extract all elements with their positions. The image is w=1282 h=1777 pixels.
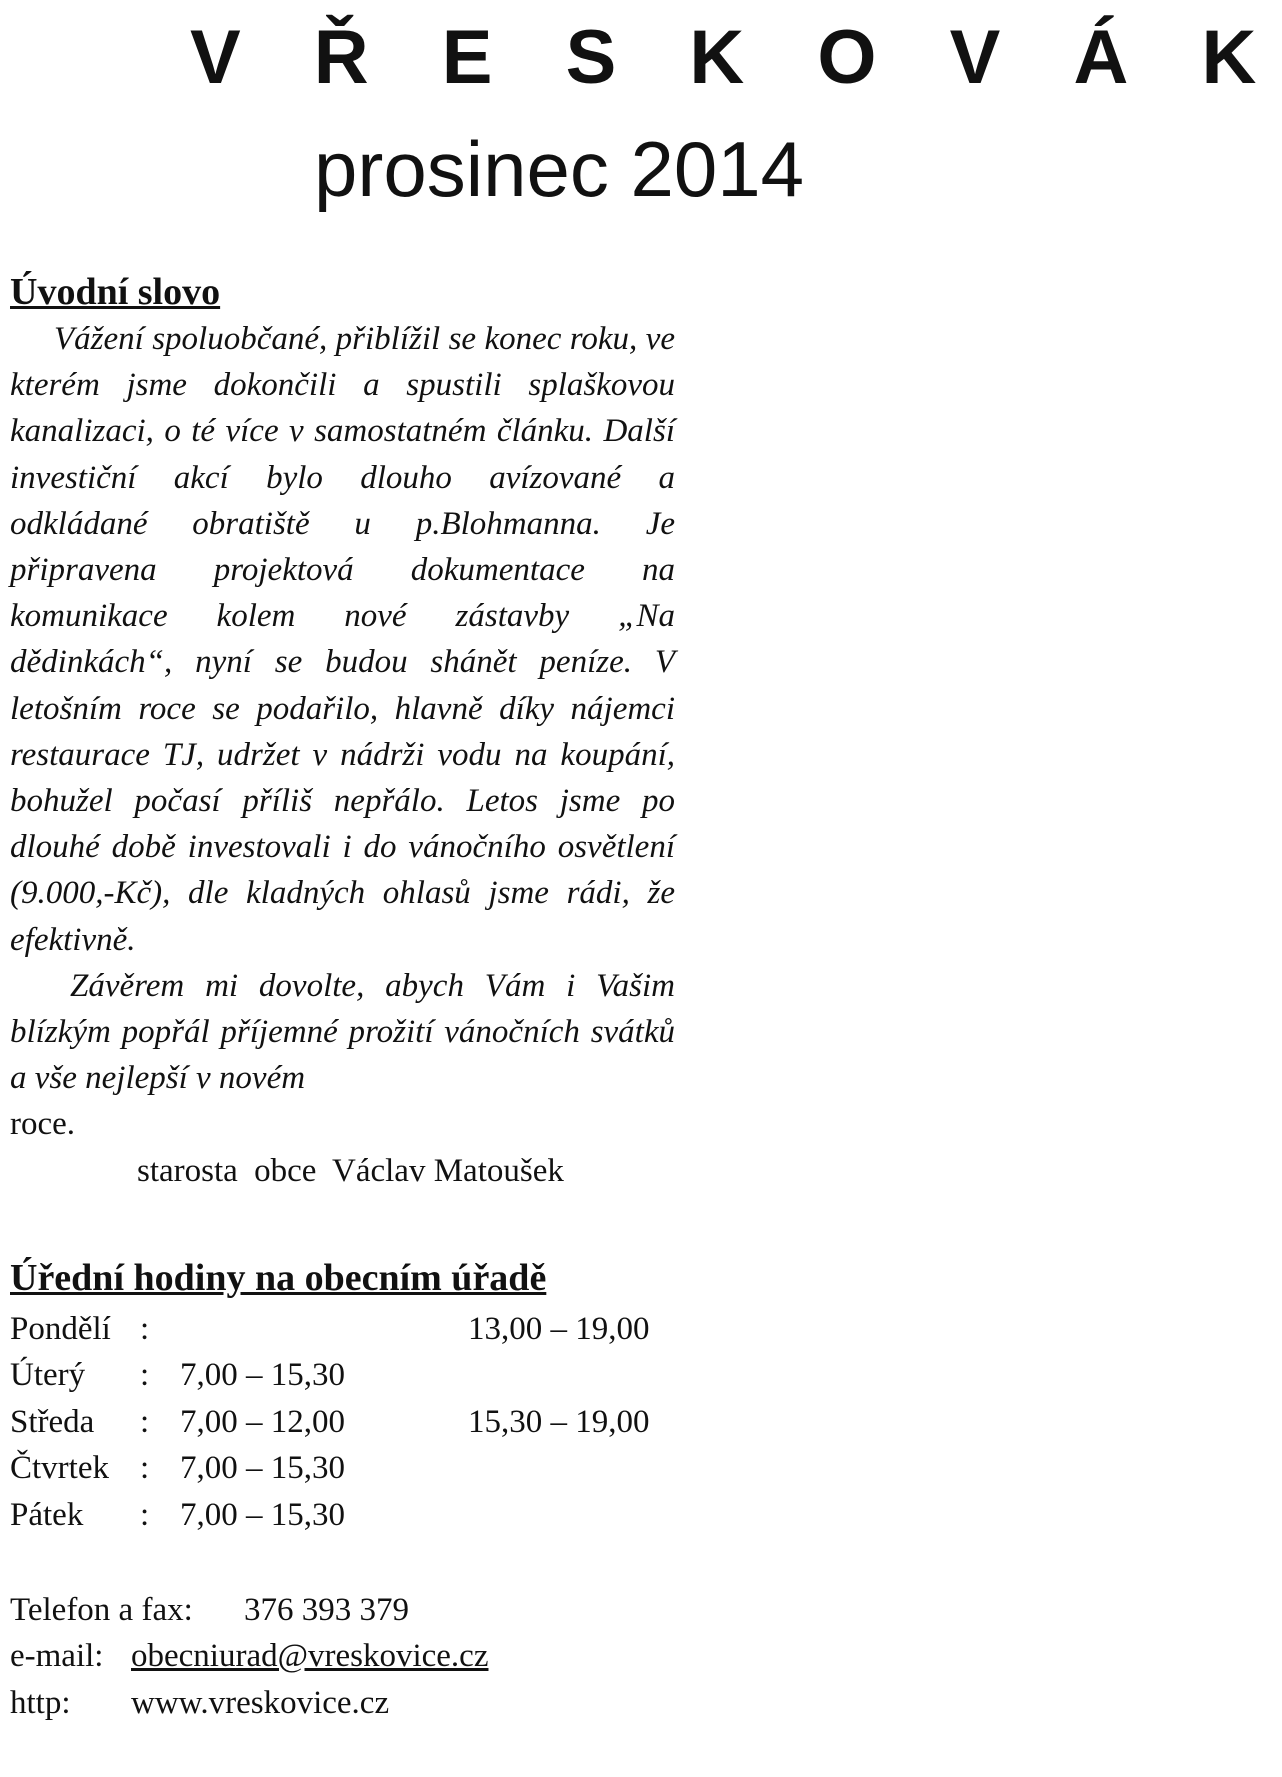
hours-row-monday xyxy=(10,1306,675,1353)
hours-time-2: 13,00 – 19,00 xyxy=(468,1310,650,1347)
hours-day: Pátek xyxy=(10,1497,84,1534)
hours-colon: : xyxy=(140,1310,150,1347)
intro-paragraph-2-end: roce. xyxy=(10,1106,76,1143)
newsletter-title: V Ř E S K O V Á K xyxy=(190,15,1282,100)
signature-role-2: obce xyxy=(254,1152,317,1189)
web-label: http: xyxy=(10,1684,71,1721)
intro-paragraph-2 xyxy=(10,963,675,1102)
office-hours-table xyxy=(10,1306,675,1539)
phone-number: 376 393 379 xyxy=(244,1591,409,1628)
intro-heading: Úvodní slovo xyxy=(10,271,221,313)
contact-email-row xyxy=(10,1633,675,1680)
office-hours-heading: Úřední hodiny na obecním úřadě xyxy=(10,1256,547,1299)
contact-web-row xyxy=(10,1680,675,1727)
hours-row-wednesday xyxy=(10,1399,675,1446)
hours-colon: : xyxy=(140,1450,150,1487)
hours-time-1: 7,00 – 15,30 xyxy=(180,1450,345,1487)
hours-time-1: 7,00 – 15,30 xyxy=(180,1497,345,1534)
hours-colon: : xyxy=(140,1403,150,1440)
signature xyxy=(137,1148,675,1194)
contact-block xyxy=(10,1587,675,1727)
issue-date: prosinec 2014 xyxy=(314,125,805,213)
contact-phone-row xyxy=(10,1587,675,1634)
hours-day: Čtvrtek xyxy=(10,1450,109,1487)
hours-time-2: 15,30 – 19,00 xyxy=(468,1403,650,1440)
hours-day: Úterý xyxy=(10,1357,86,1394)
hours-row-friday xyxy=(10,1492,675,1539)
email-link[interactable]: obecniurad@vreskovice.cz xyxy=(131,1638,489,1675)
content-column xyxy=(10,268,675,1726)
hours-row-tuesday xyxy=(10,1352,675,1399)
hours-row-thursday xyxy=(10,1445,675,1492)
intro-text xyxy=(10,316,675,1148)
web-link[interactable]: www.vreskovice.cz xyxy=(131,1684,390,1721)
phone-label: Telefon a fax: xyxy=(10,1591,193,1628)
hours-day: Pondělí xyxy=(10,1310,111,1347)
intro-paragraph-2-text: Závěrem mi dovolte, abych Vám i Vašim blízkým popřál příjemné prožití vánočních svátků a vše nejlepší v novém xyxy=(10,967,675,1097)
hours-colon: : xyxy=(140,1357,150,1394)
email-label: e-mail: xyxy=(10,1638,104,1675)
hours-colon: : xyxy=(140,1497,150,1534)
signature-name: Václav Matoušek xyxy=(332,1152,564,1189)
hours-day: Středa xyxy=(10,1403,95,1440)
intro-paragraph-1: Vážení spoluobčané, přiblížil se konec roku, ve kterém jsme dokončili a spustili splaškovou kanalizaci, o té více v samostatném článku. Další investiční akcí bylo dlouho avízované a odkládané obratiště u p.Blohmanna. Je připravena projektová dokumentace na komunikace kolem nové zástavby „Na dědinkách“, nyní se budou shánět peníze. V letošním roce se podařilo, hlavně díky nájemci restaurace TJ, udržet v nádrži vodu na koupání, bohužel počasí příliš nepřálo. Letos jsme po dlouhé době investovali i do vánočního osvětlení (9.000,-Kč), dle kladných ohlasů jsme rádi, že efektivně. xyxy=(10,321,675,958)
hours-time-1: 7,00 – 12,00 xyxy=(180,1403,345,1440)
hours-time-1: 7,00 – 15,30 xyxy=(180,1357,345,1394)
signature-role-1: starosta xyxy=(137,1152,238,1189)
